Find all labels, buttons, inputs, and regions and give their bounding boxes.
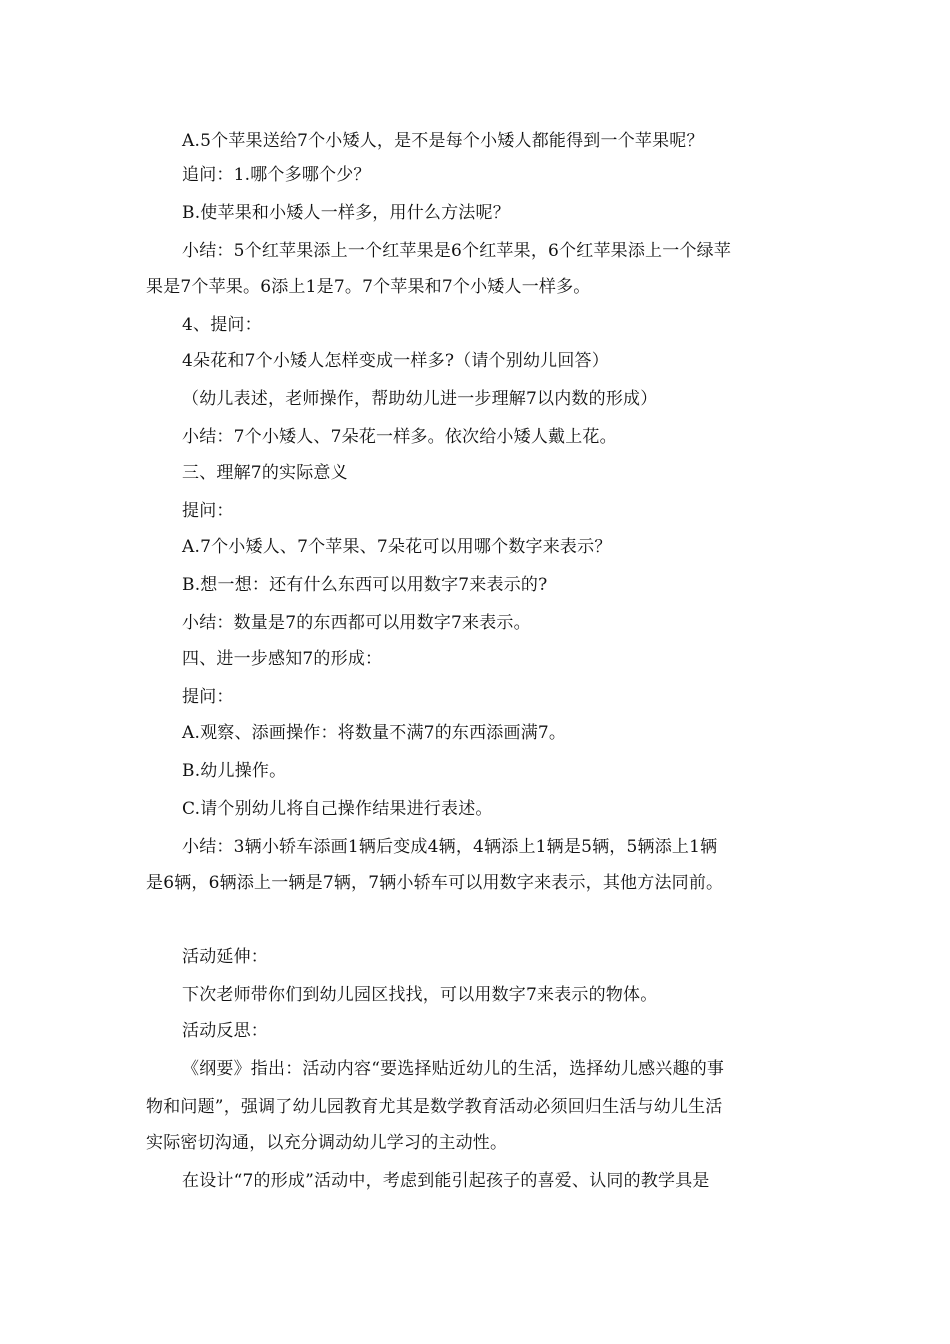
paragraph-line: B.幼儿操作。 (182, 761, 287, 781)
paragraph-line: 《纲要》指出：活动内容“要选择贴近幼儿的生活，选择幼儿感兴趣的事 (182, 1059, 725, 1079)
paragraph-line: 实际密切沟通，以充分调动幼儿学习的主动性。 (146, 1133, 508, 1153)
paragraph-line: A.7个小矮人、7个苹果、7朵花可以用哪个数字来表示？ (182, 537, 612, 557)
section-heading: 活动延伸： (182, 947, 268, 967)
paragraph-line: 小结：数量是7的东西都可以用数字7来表示。 (182, 613, 531, 633)
paragraph-line: 小结：3辆小轿车添画1辆后变成4辆，4辆添上1辆是5辆，5辆添上1辆 (182, 837, 718, 857)
paragraph-line: 下次老师带你们到幼儿园区找找，可以用数字7来表示的物体。 (182, 985, 658, 1005)
paragraph-line: 4朵花和7个小矮人怎样变成一样多?（请个别幼儿回答） (182, 351, 609, 371)
section-heading: 4、提问： (182, 315, 262, 335)
paragraph-line: C.请个别幼儿将自己操作结果进行表述。 (182, 799, 493, 819)
paragraph-line: A.观察、添画操作：将数量不满7的东西添画满7。 (182, 723, 567, 743)
paragraph-line: 小结：5个红苹果添上一个红苹果是6个红苹果，6个红苹果添上一个绿苹 (182, 241, 732, 261)
paragraph-line: 提问： (182, 501, 234, 521)
paragraph-line: 提问： (182, 687, 234, 707)
paragraph-line: 是6辆，6辆添上一辆是7辆，7辆小轿车可以用数字来表示，其他方法同前。 (146, 873, 724, 893)
paragraph-line: 追问：1.哪个多哪个少？ (182, 165, 371, 185)
section-heading: 三、理解7的实际意义 (182, 463, 348, 483)
paragraph-line: A.5个苹果送给7个小矮人，是不是每个小矮人都能得到一个苹果呢？ (182, 131, 704, 151)
paragraph-line: 果是7个苹果。6添上1是7。7个苹果和7个小矮人一样多。 (146, 277, 591, 297)
paragraph-line: 小结：7个小矮人、7朵花一样多。依次给小矮人戴上花。 (182, 427, 617, 447)
paragraph-line: B.使苹果和小矮人一样多，用什么方法呢？ (182, 203, 510, 223)
paragraph-line: （幼儿表述，老师操作，帮助幼儿进一步理解7以内数的形成） (182, 389, 658, 409)
section-heading: 四、进一步感知7的形成： (182, 649, 383, 669)
paragraph-line: B.想一想：还有什么东西可以用数字7来表示的? (182, 575, 548, 595)
paragraph-line: 物和问题”，强调了幼儿园教育尤其是数学教育活动必须回归生活与幼儿生活 (146, 1097, 723, 1117)
section-heading: 活动反思： (182, 1021, 268, 1041)
paragraph-line: 在设计“7的形成”活动中，考虑到能引起孩子的喜爱、认同的教学具是 (182, 1171, 710, 1191)
